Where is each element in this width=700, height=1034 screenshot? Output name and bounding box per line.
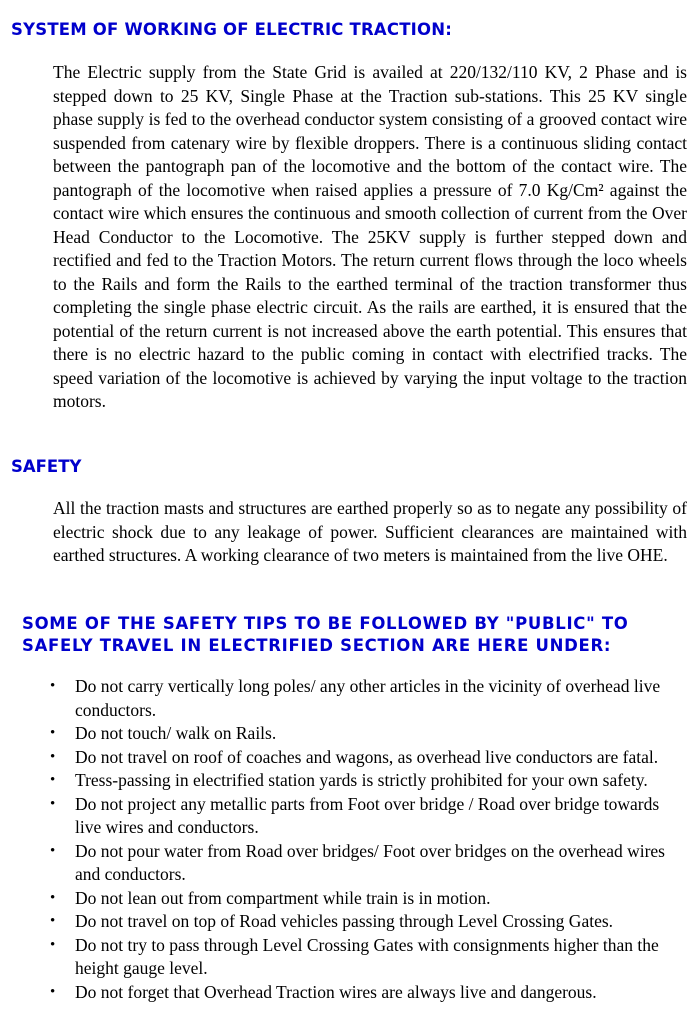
list-item <box>0 746 690 770</box>
list-item <box>0 793 690 840</box>
tip-text: Do not travel on roof of coaches and wagons, as overhead live conductors are fatal. <box>75 746 659 767</box>
list-item <box>0 722 690 746</box>
tip-text: Do not try to pass through Level Crossing Gates with consignments higher than the height gauge level. <box>75 934 659 978</box>
bullet-icon: • <box>50 889 56 906</box>
section-heading-safety: SAFETY <box>11 457 82 476</box>
tip-text: Do not touch/ walk on Rails. <box>75 723 277 743</box>
bullet-icon: • <box>50 748 56 765</box>
bullet-icon: • <box>50 842 56 859</box>
bullet-icon: • <box>50 725 56 741</box>
list-item <box>0 769 690 793</box>
tip-text: Do not carry vertically long poles/ any other articles in the vicinity of overhead live conductors. <box>75 676 661 720</box>
list-item <box>0 887 690 911</box>
bullet-icon: • <box>50 936 56 953</box>
list-item <box>0 981 690 1005</box>
bullet-icon: • <box>50 795 56 812</box>
list-item <box>0 675 690 722</box>
list-item <box>0 840 690 887</box>
traction-system-paragraph: The Electric supply from the State Grid is availed at 220/132/110 KV, 2 Phase and is stepped down to 25 KV, Single Phase at the Traction sub-stations. This 25 KV single phase supply is fed to the overhead conductor system consisting of a grooved contact wire suspended from catenary wire by flexible droppers. There is a continuous sliding contact between the pantograph pan of the locomotive and the bottom of the contact wire. The pantograph of the locomotive when raised applies a pressure of 7.0 Kg/Cm² against the contact wire which ensures the continuous and smooth collection of current from the Over Head Conductor to the Locomotive. The 25KV supply is further stepped down and rectified and fed to the Traction Motors. The return current flows through the loco wheels to the Rails and form the Rails to the earthed terminal of the traction transformer thus completing the single phase electric circuit. As the rails are earthed, it is ensured that the potential of the return current is not increased above the earth potential. This ensures that there is no electric hazard to the public coming in contact with electrified tracks. The speed variation of the locomotive is achieved by varying the input voltage to the traction motors. <box>53 62 687 411</box>
section-heading-safety-tips: SOME OF THE SAFETY TIPS TO BE FOLLOWED BY "PUBLIC" TO SAFELY TRAVEL IN ELECTRIFIED SECTION ARE HERE UNDER: <box>22 614 629 655</box>
bullet-icon: • <box>50 678 56 694</box>
tip-text: Do not travel on top of Road vehicles passing through Level Crossing Gates. <box>75 911 614 931</box>
tip-text: Tress-passing in electrified station yards is strictly prohibited for your own safety. <box>75 770 648 790</box>
bullet-icon: • <box>50 983 56 1000</box>
list-item <box>0 910 690 934</box>
bullet-icon: • <box>50 913 56 929</box>
section-heading-traction-system: SYSTEM OF WORKING OF ELECTRIC TRACTION: <box>11 20 453 39</box>
safety-paragraph: All the traction masts and structures are earthed properly so as to negate any possibility of electric shock due to any leakage of power. Sufficient clearances are maintained with earthed structures. A working clearance of two meters is maintained from the live OHE. <box>53 498 687 565</box>
tip-text: Do not lean out from compartment while train is in motion. <box>75 887 491 908</box>
tip-text: Do not pour water from Road over bridges/ Foot over bridges on the overhead wires and conductors. <box>75 840 665 884</box>
tip-text: Do not project any metallic parts from Foot over bridge / Road over bridge towards live wires and conductors. <box>75 793 660 837</box>
list-item <box>0 934 690 981</box>
safety-tips-list <box>0 675 690 1004</box>
tip-text: Do not forget that Overhead Traction wires are always live and dangerous. <box>75 981 597 1002</box>
bullet-icon: • <box>50 772 56 788</box>
